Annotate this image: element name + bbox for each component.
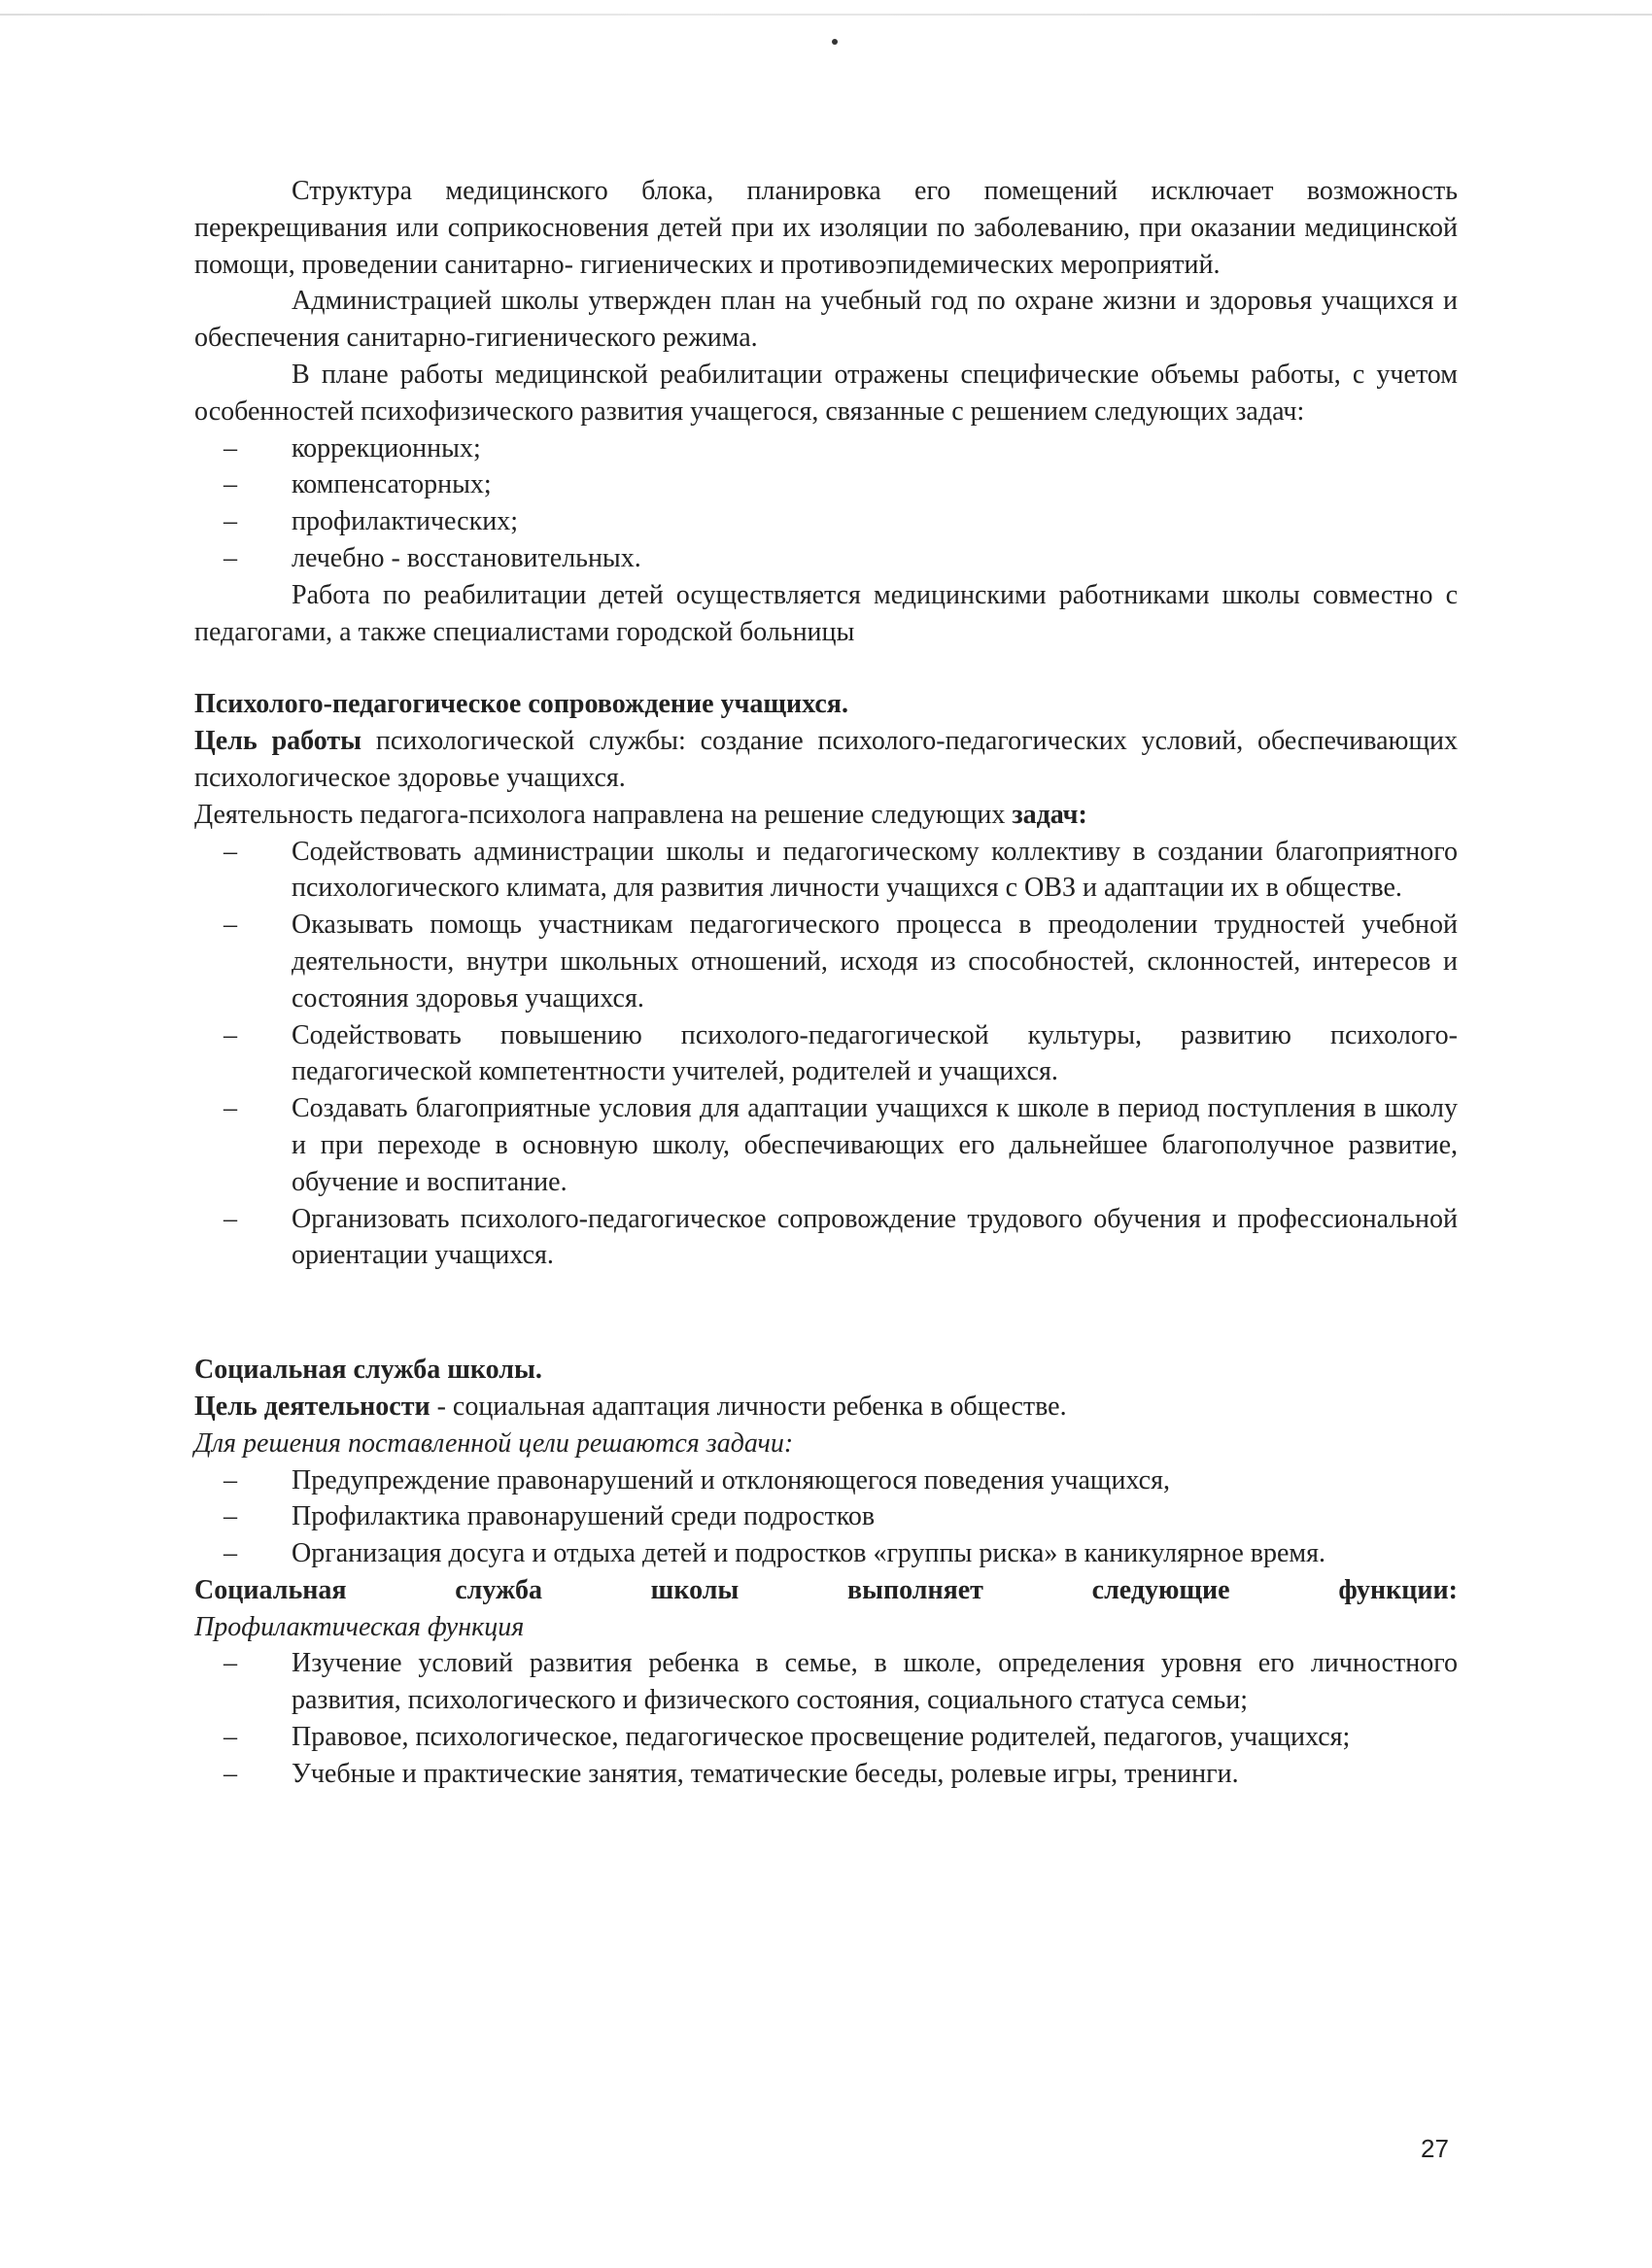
- preventive-function-list: [194, 1645, 1458, 1792]
- psych-goal-label: Цель работы: [194, 726, 362, 757]
- social-goal: Цель деятельности - социальная адаптация личности ребенка в обществе.: [194, 1391, 1067, 1422]
- list-item: – лечебно - восстановительных.: [194, 540, 1458, 577]
- dash-bullet: –: [224, 542, 237, 573]
- psych-task-list: [194, 834, 1458, 1275]
- dash-bullet: –: [224, 1019, 237, 1050]
- social-task-list: [194, 1462, 1458, 1572]
- scan-top-edge: [0, 14, 1652, 16]
- medical-paragraph-2: Администрацией школы утвержден план на учебный год по охране жизни и здоровья учащихся и обеспечения санитарно-гигиенического режима.: [194, 286, 1458, 354]
- psych-tasks-intro: Деятельность педагога-психолога направлена на решение следующих задач:: [194, 799, 1087, 830]
- dash-bullet: –: [224, 910, 237, 941]
- dash-bullet: –: [224, 469, 237, 500]
- list-item: – Учебные и практические занятия, тематические беседы, ролевые игры, тренинги.: [194, 1756, 1458, 1793]
- dash-bullet: –: [224, 1722, 237, 1753]
- scan-dot-mark: [832, 39, 838, 45]
- medical-paragraph-4: Работа по реабилитации детей осуществляется медицинскими работниками школы совместно с педагогами, а также специалистами городской больницы: [194, 579, 1458, 647]
- list-item: – коррекционных;: [194, 430, 1458, 467]
- dash-bullet: –: [224, 1203, 237, 1234]
- dash-bullet: –: [224, 1758, 237, 1789]
- list-item: – Правовое, психологическое, педагогическое просвещение родителей, педагогов, учащихся;: [194, 1719, 1458, 1756]
- social-heading: Социальная служба школы.: [194, 1355, 542, 1386]
- medical-paragraph-1: Структура медицинского блока, планировка его помещений исключает возможность перекрещивания или соприкосновения детей при их изоляции по заболеванию, при оказании медицинской помощи, проведении санитарно- гигиенических и противоэпидемических мероприятий.: [194, 176, 1458, 280]
- dash-bullet: –: [224, 1464, 237, 1495]
- list-item: – Изучение условий развития ребенка в семье, в школе, определения уровня его личностного развития, психологического и физического состояния, социального статуса семьи;: [194, 1645, 1458, 1719]
- dash-bullet: –: [224, 1648, 237, 1679]
- dash-bullet: –: [224, 1538, 237, 1569]
- list-item: – Содействовать повышению психолого-педагогической культуры, развитию психолого-педагогической компетентности учителей, родителей и учащихся.: [194, 1017, 1458, 1091]
- social-goal-label: Цель деятельности: [194, 1391, 430, 1422]
- list-item: – Содействовать администрации школы и педагогическому коллективу в создании благоприятного психологического климата, для развития личности учащихся с ОВЗ и адаптации их в обществе.: [194, 834, 1458, 908]
- medical-paragraph-3: В плане работы медицинской реабилитации отражены специфические объемы работы, с учетом особенностей психофизического развития учащегося, связанные с решением следующих задач:: [194, 359, 1458, 427]
- social-tasks-intro: Для решения поставленной цели решаются задачи:: [194, 1427, 794, 1459]
- list-item: – Оказывать помощь участникам педагогического процесса в преодолении трудностей учебной деятельности, внутри школьных отношений, исходя из способностей, склонностей, интересов и состояния здоровья учащихся.: [194, 907, 1458, 1016]
- dash-bullet: –: [224, 1093, 237, 1124]
- psych-heading: Психолого-педагогическое сопровождение учащихся.: [194, 689, 848, 720]
- dash-bullet: –: [224, 1501, 237, 1532]
- dash-bullet: –: [224, 836, 237, 867]
- list-item: – компенсаторных;: [194, 466, 1458, 503]
- list-item: – Предупреждение правонарушений и отклоняющегося поведения учащихся,: [194, 1462, 1458, 1499]
- list-item: – Организация досуга и отдыха детей и подростков «группы риска» в каникулярное время.: [194, 1535, 1458, 1572]
- list-item: – профилактических;: [194, 503, 1458, 540]
- psych-goal: Цель работы психологической службы: создание психолого-педагогических условий, обеспечивающих психологическое здоровье учащихся.: [194, 726, 1459, 793]
- list-item: – Профилактика правонарушений среди подростков: [194, 1498, 1458, 1535]
- page-number: 27: [1421, 2134, 1449, 2163]
- dash-bullet: –: [224, 432, 237, 464]
- dash-bullet: –: [224, 506, 237, 537]
- list-item: – Организовать психолого-педагогическое сопровождение трудового обучения и профессиональной ориентации учащихся.: [194, 1201, 1458, 1275]
- preventive-function-label: Профилактическая функция: [194, 1611, 525, 1642]
- social-functions-heading: Социальная служба школы выполняет следующие функции:: [194, 1574, 1458, 1605]
- list-item: – Создавать благоприятные условия для адаптации учащихся к школе в период поступления в школу и при переходе в основную школу, обеспечивающих его дальнейшее благополучное развитие, обучение и воспитание.: [194, 1090, 1458, 1200]
- medical-task-list: [194, 430, 1458, 577]
- document-page: [194, 173, 1458, 1793]
